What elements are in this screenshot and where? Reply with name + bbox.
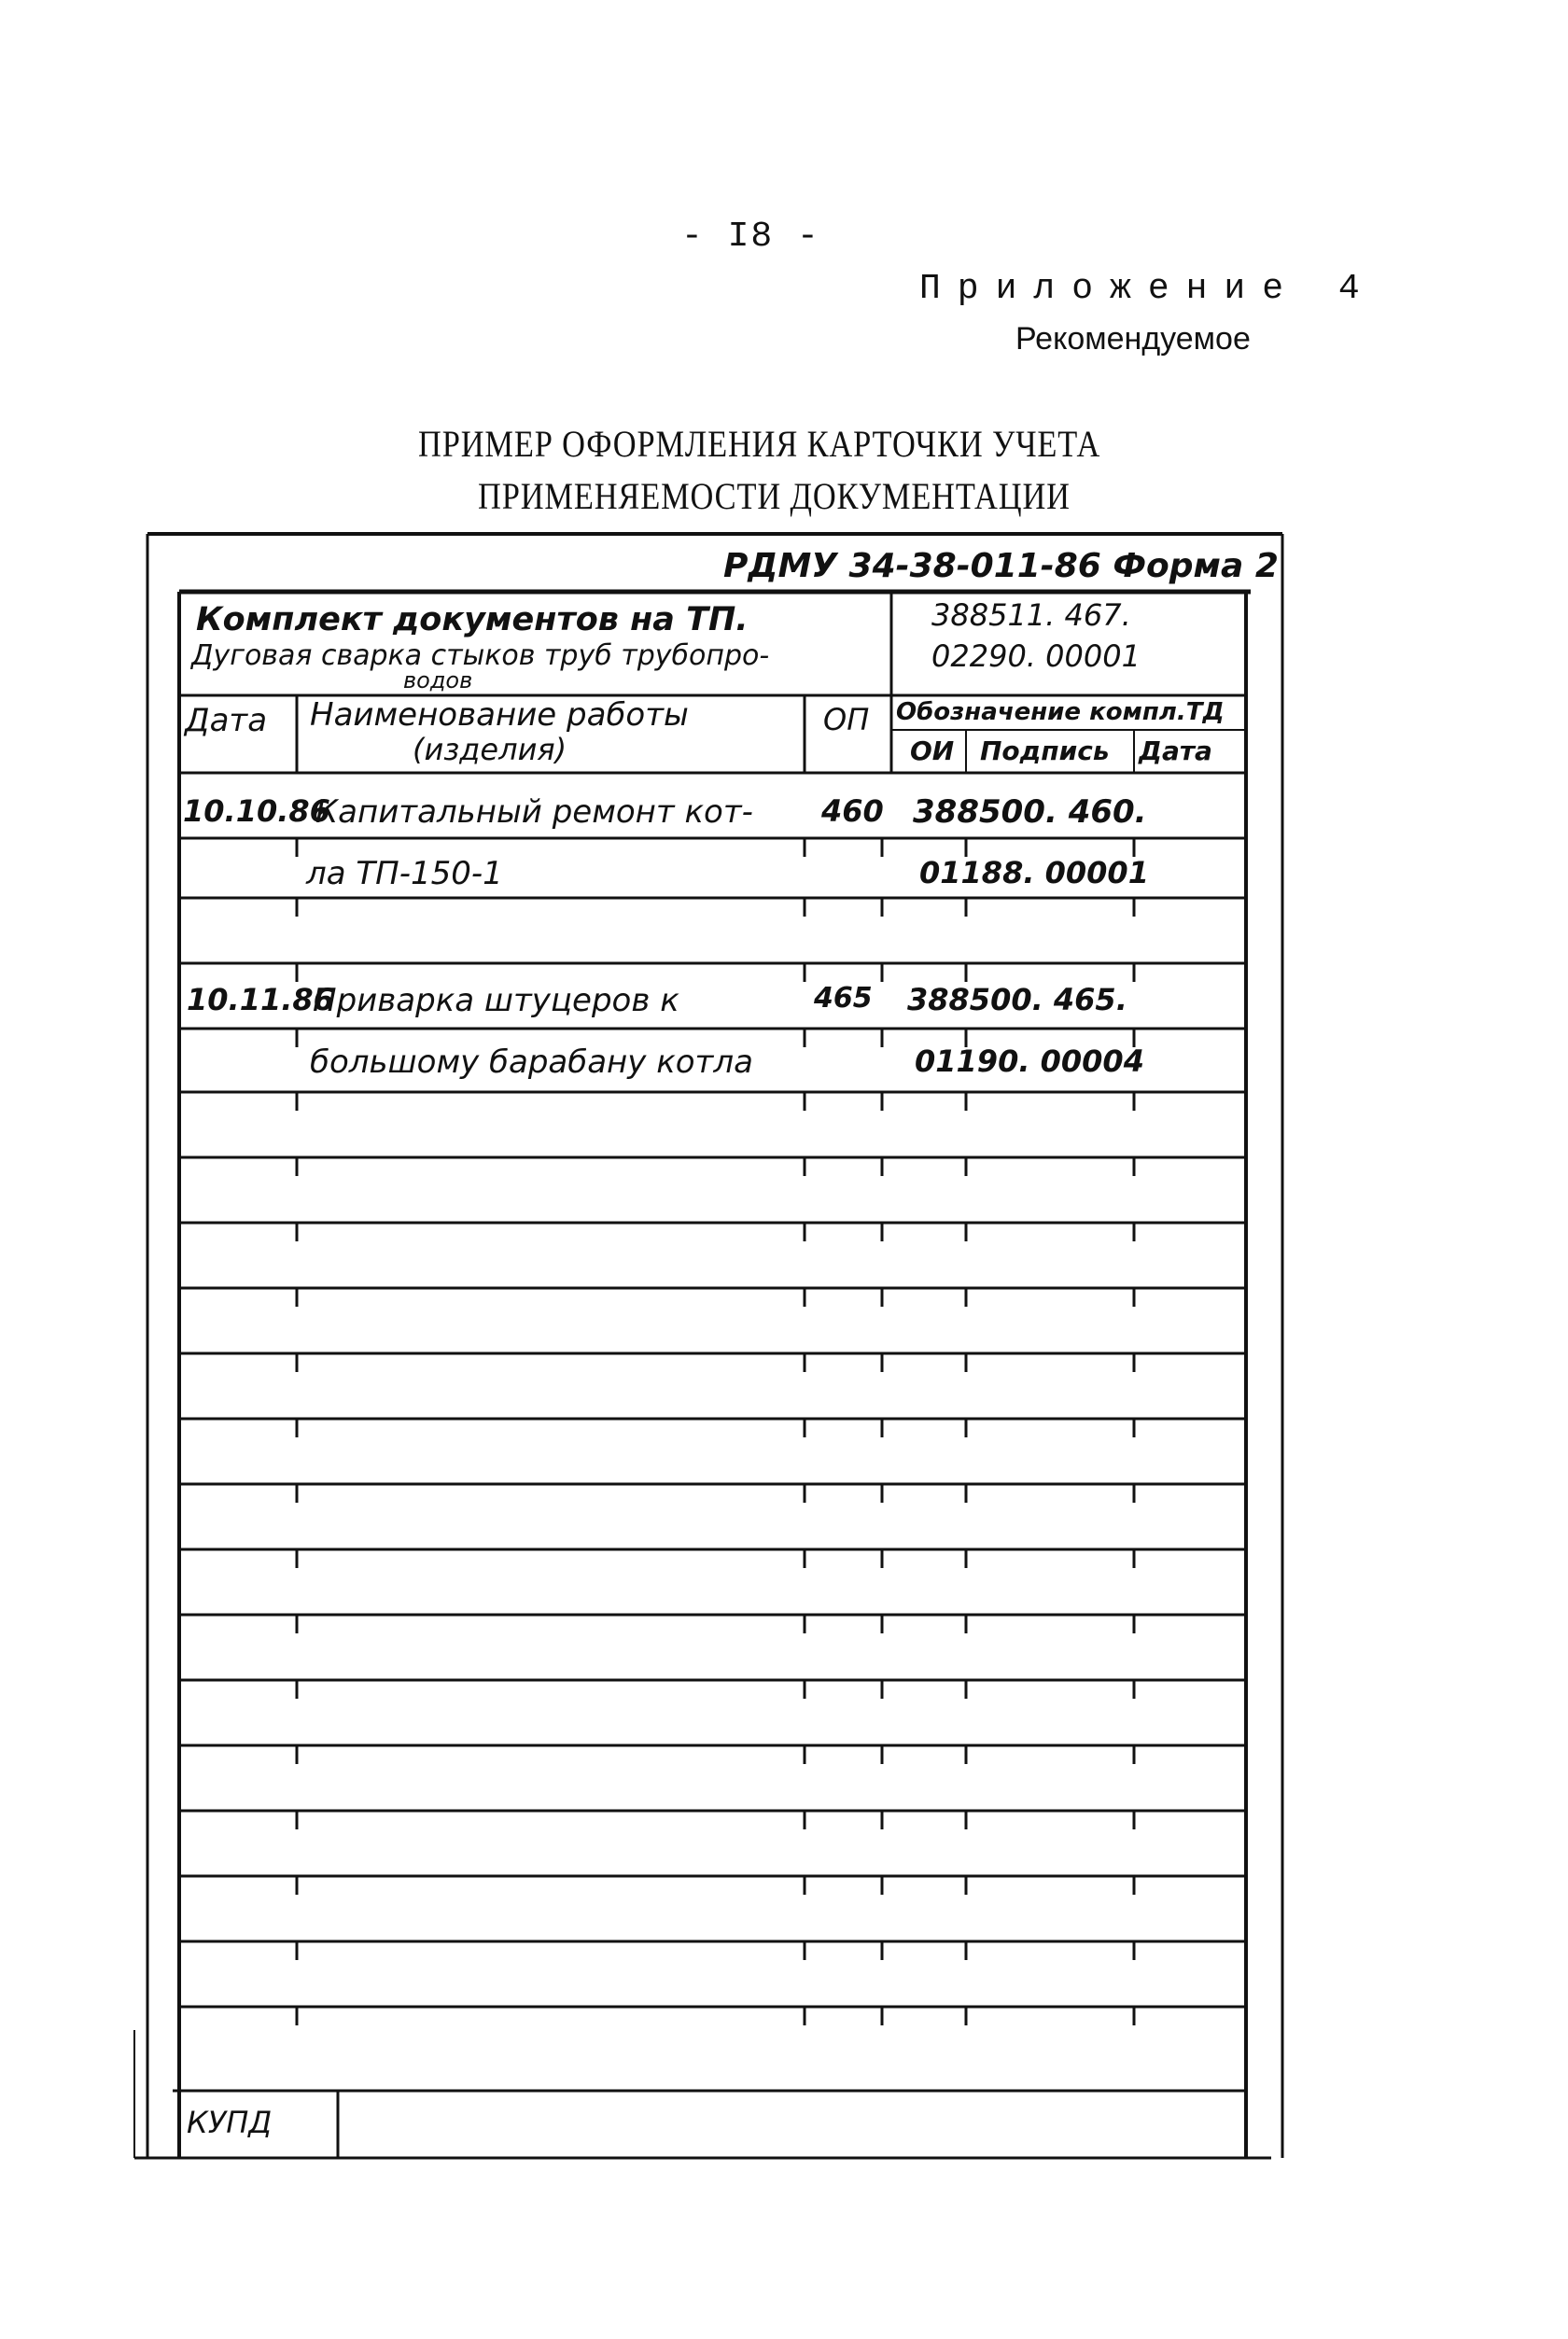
column-op: ОП	[823, 702, 870, 737]
entry-date: 10.11.86	[187, 982, 334, 1017]
entry-op: 460	[821, 793, 884, 829]
document-set-code1: 388511. 467.	[931, 597, 1131, 633]
column-signature: Подпись	[980, 735, 1110, 766]
column-date: Дата	[185, 702, 268, 739]
page-number: - I8 -	[681, 217, 820, 257]
form-code: РДМУ 34-38-011-86 Форма 2	[723, 547, 1279, 585]
entry-name: большому барабану котла	[310, 1043, 753, 1081]
column-designation: Обозначение компл.ТД	[896, 698, 1225, 726]
document-title-line2: ПРИМЕНЯЕМОСТИ ДОКУМЕНТАЦИИ	[478, 475, 1071, 517]
column-name-line2: (изделия)	[413, 732, 567, 767]
document-set-line3: водов	[403, 667, 473, 693]
entry-code: 01190. 00004	[915, 1043, 1144, 1079]
entry-code: 01188. 00001	[919, 855, 1149, 890]
document-set-code2: 02290. 00001	[931, 638, 1141, 674]
entry-op: 465	[814, 982, 873, 1015]
recommended-label: Рекомендуемое	[1015, 321, 1251, 357]
entry-name: Приварка штуцеров к	[313, 982, 679, 1019]
stamp-label: КУПД	[187, 2105, 273, 2140]
column-date2: Дата	[1139, 735, 1212, 766]
entry-name: Капитальный ремонт кот-	[315, 793, 753, 831]
document-set-line2: Дуговая сварка стыков труб трубопро-	[191, 639, 770, 672]
document-title-line1: ПРИМЕР ОФОРМЛЕНИЯ КАРТОЧКИ УЧЕТА	[418, 423, 1101, 465]
entry-code: 388500. 465.	[907, 982, 1127, 1017]
column-oi: ОИ	[910, 735, 955, 766]
entry-name: ла ТП-150-1	[306, 855, 503, 892]
entry-date: 10.10.86	[183, 793, 330, 829]
entry-code: 388500. 460.	[913, 793, 1147, 831]
column-name-line1: Наименование работы	[310, 696, 689, 734]
appendix-label: Приложение 4	[919, 269, 1377, 309]
document-set-line1: Комплект документов на ТП.	[196, 601, 749, 638]
